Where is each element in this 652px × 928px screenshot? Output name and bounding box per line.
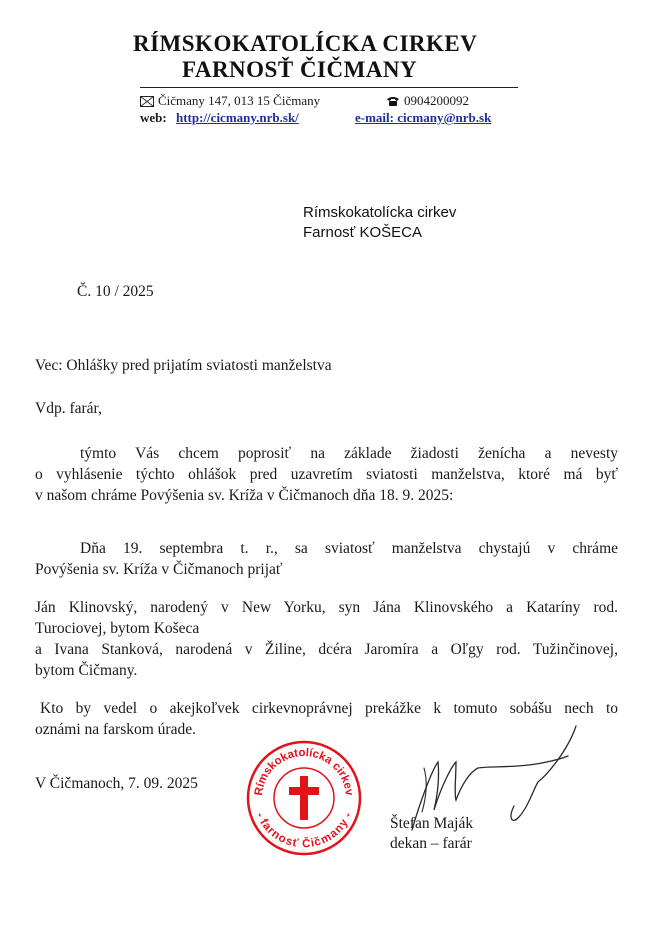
subject-line xyxy=(35,357,332,375)
phone-icon xyxy=(386,94,400,110)
salutation: Vdp. farár, xyxy=(35,400,102,417)
letterhead-email-line[interactable] xyxy=(355,110,491,126)
reference-number: Č. 10 / 2025 xyxy=(77,283,154,300)
paragraph-line: Ján Klinovský, narodený v New Yorku, syn Jána Klinovského a Kataríny rod. xyxy=(35,599,618,616)
letterhead-org-name: RÍMSKOKATOLÍCKA CIRKEV xyxy=(133,31,478,56)
seal-bottom-text: - farnosť Čičmany - xyxy=(253,810,355,851)
letterhead-address-line xyxy=(140,93,320,111)
paragraph-line: o vyhlásenie týchto ohlášok pred uzavretím sviatosti manželstva, ktoré má byť xyxy=(35,466,618,483)
cross-icon xyxy=(289,776,319,820)
paragraph-line: Dňa 19. septembra t. r., sa sviatosť manželstva chystajú v chráme xyxy=(80,540,618,557)
letterhead-email-label: e-mail: xyxy=(355,110,394,125)
subject-text: Ohlášky pred prijatím sviatosti manželstva xyxy=(66,357,332,374)
letterhead-parish-name: FARNOSŤ ČIČMANY xyxy=(182,57,418,82)
place-date: V Čičmanoch, 7. 09. 2025 xyxy=(35,775,198,792)
envelope-icon xyxy=(140,95,154,111)
paragraph-line: oznámi na farskom úrade. xyxy=(35,721,196,738)
signatory-title: dekan – farár xyxy=(390,835,472,852)
paragraph-line: Povýšenia sv. Kríža v Čičmanoch prijať xyxy=(35,561,283,578)
parish-seal xyxy=(246,740,362,856)
paragraph-couple xyxy=(35,597,618,681)
seal-top-text: Rímskokatolícka cirkev xyxy=(252,746,355,797)
letterhead-web-link[interactable]: http://cicmany.nrb.sk/ xyxy=(176,110,299,125)
paragraph-line: v našom chráme Povýšenia sv. Kríža v Čičmanoch dňa 18. 9. 2025: xyxy=(35,487,454,504)
paragraph-line: bytom Čičmany. xyxy=(35,662,138,679)
paragraph-request xyxy=(35,443,618,506)
paragraph-line: týmto Vás chcem poprosiť na základe žiadosti ženícha a nevesty xyxy=(80,445,618,462)
recipient-line-2: Farnosť KOŠECA xyxy=(303,224,422,241)
letterhead-divider xyxy=(140,87,518,88)
letterhead-email[interactable]: cicmany@nrb.sk xyxy=(397,110,492,125)
paragraph-line: Turociovej, bytom Košeca xyxy=(35,620,200,637)
signatory-name: Štefan Maják xyxy=(390,815,474,832)
recipient-line-1: Rímskokatolícka cirkev xyxy=(303,204,457,221)
paragraph-wedding-date xyxy=(35,538,618,580)
paragraph-line: a Ivana Stanková, narodená v Žiline, dcéra Jaromíra a Oľgy rod. Tužinčinovej, xyxy=(35,641,618,658)
letterhead-web-label: web: xyxy=(140,110,167,125)
paragraph-line: Kto by vedel o akejkoľvek cirkevnoprávnej prekážke k tomuto sobášu nech to xyxy=(40,700,618,717)
letterhead-phone: 0904200092 xyxy=(404,93,469,108)
letterhead-phone-line xyxy=(386,93,469,110)
letterhead-address: Čičmany 147, 013 15 Čičmany xyxy=(158,93,321,108)
subject-label: Vec: xyxy=(35,357,63,374)
